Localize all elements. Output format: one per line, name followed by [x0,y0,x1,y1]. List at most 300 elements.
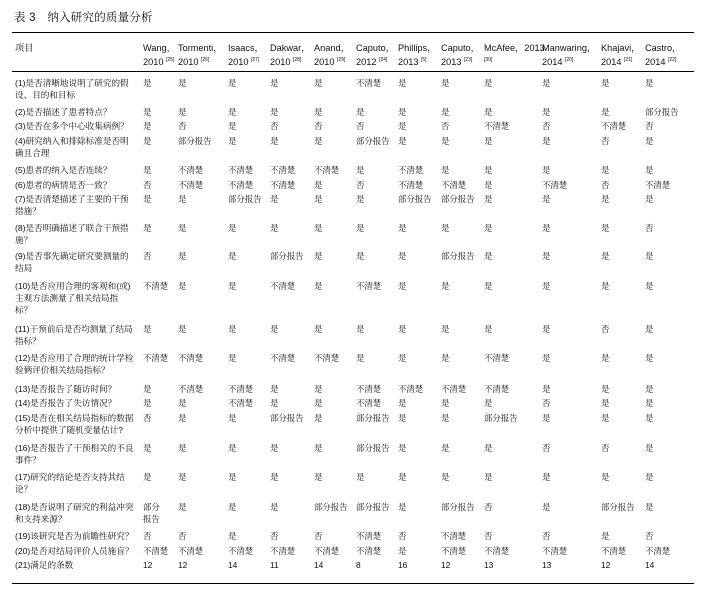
table-cell: 是 [356,353,365,363]
table-cell: 不清楚 [143,281,169,291]
table-cell: 是 [228,413,237,423]
table-row-question: (14)是否报告了失访情况？ [15,398,117,408]
table-cell: 是 [228,324,237,334]
table-cell: 不清楚 [484,546,510,556]
table-cell: 部分报告 [356,502,390,512]
study-name: Tormenti， [178,43,223,53]
table-cell: 不清楚 [645,180,671,190]
table-cell: 是 [484,107,493,117]
table-row-question: (8)是否明确描述了联合干预措施？ [15,223,129,245]
table-cell: 是 [314,443,323,453]
table-cell: 14 [645,560,655,570]
table-row-question: (7)是否清楚描述了主要的干预措施？ [15,194,129,216]
table-cell: 部分报告 [398,194,432,204]
table-cell: 是 [542,324,551,334]
table-cell: 部分报告 [441,502,475,512]
table-cell: 是 [178,502,187,512]
table-cell: 是 [270,107,279,117]
table-cell: 是 [398,546,407,556]
table-cell: 否 [645,121,654,131]
table-cell: 是 [143,324,152,334]
table-cell: 是 [542,502,551,512]
table-cell: 不清楚 [484,353,510,363]
table-cell: 是 [356,107,365,117]
table-cell: 是 [542,136,551,146]
table-cell: 是 [645,194,654,204]
table-cell: 是 [441,165,450,175]
table-cell: 否 [178,121,187,131]
table-cell: 是 [356,472,365,482]
table-cell: 是 [143,121,152,131]
study-ref: [24] [379,57,388,63]
table-cell: 不清楚 [228,165,254,175]
table-cell: 是 [484,180,493,190]
table-cell: 否 [542,443,551,453]
header-study-1 [143,42,176,68]
table-cell: 不清楚 [356,78,382,88]
table-cell: 是 [314,413,323,423]
study-name: Anand， [314,43,350,53]
table-cell: 是 [645,502,654,512]
table-cell: 不清楚 [484,384,510,394]
table-cell: 否 [143,251,152,261]
table-cell: 是 [484,443,493,453]
table-cell: 是 [484,324,493,334]
table-cell: 部分报告 [441,194,475,204]
table-cell: 是 [542,251,551,261]
table-cell: 部分报告 [270,251,304,261]
table-cell: 不清楚 [270,180,296,190]
table-cell: 不清楚 [314,165,340,175]
study-name: Castro， [645,43,682,53]
table-cell: 是 [542,223,551,233]
table-cell: 不清楚 [270,353,296,363]
table-row-question: (2)是否描述了患者特点？ [15,107,112,117]
table-cell: 是 [542,384,551,394]
table-cell: 是 [314,281,323,291]
table-bottom-rule [12,583,694,584]
header-study-8 [441,42,480,68]
table-cell: 是 [228,443,237,453]
table-cell: 是 [601,531,610,541]
table-row-question: (4)研究纳入和排除标准是否明确且合理 [15,136,129,158]
table-cell: 不清楚 [441,180,467,190]
table-cell: 是 [314,136,323,146]
table-cell: 是 [441,107,450,117]
table-cell: 是 [270,324,279,334]
table-cell: 是 [484,472,493,482]
table-cell: 否 [601,443,610,453]
table-cell: 是 [645,251,654,261]
table-cell: 否 [398,531,407,541]
table-cell: 部分报告 [601,502,635,512]
table-cell: 是 [270,223,279,233]
study-name: Wang， [143,43,176,53]
table-cell: 不清楚 [356,281,382,291]
study-year: 2010 [314,57,335,67]
table-cell: 部分报告 [143,502,160,524]
table-cell: 是 [143,165,152,175]
table-cell: 否 [270,531,279,541]
table-cell: 是 [398,472,407,482]
header-study-11 [601,42,640,68]
table-cell: 是 [178,107,187,117]
table-cell: 部分报告 [270,413,304,423]
table-cell: 是 [228,472,237,482]
table-row-question: (13)是否报告了随访时间？ [15,384,117,394]
table-cell: 不清楚 [398,384,424,394]
table-cell: 部分报告 [228,194,262,204]
table-row-question: (12)是否应用了合理的统计学检验俩评价相关结局指标？ [15,353,134,375]
table-cell: 部分报告 [314,502,348,512]
table-cell: 否 [356,180,365,190]
header-study-2 [178,42,222,68]
table-cell: 是 [228,251,237,261]
table-cell: 是 [270,78,279,88]
table-cell: 是 [542,413,551,423]
table-cell: 不清楚 [178,353,204,363]
table-cell: 14 [228,560,238,570]
table-cell: 是 [178,443,187,453]
table-cell: 是 [270,398,279,408]
table-cell: 是 [441,324,450,334]
table-cell: 不清楚 [398,180,424,190]
table-cell: 不清楚 [178,180,204,190]
study-name: Manwaring， [542,43,597,53]
table-cell: 不清楚 [441,384,467,394]
table-cell: 是 [398,502,407,512]
table-cell: 16 [398,560,408,570]
table-cell: 不清楚 [178,165,204,175]
table-cell: 是 [398,398,407,408]
table-cell: 是 [228,121,237,131]
table-cell: 不清楚 [542,180,568,190]
table-cell: 部分报告 [356,413,390,423]
table-cell: 是 [645,324,654,334]
table-cell: 是 [645,353,654,363]
table-cell: 不清楚 [314,546,340,556]
table-cell: 是 [542,107,551,117]
table-cell: 不清楚 [542,546,568,556]
study-year: 2010 [178,57,199,67]
table-cell: 不清楚 [228,398,254,408]
table-cell: 是 [441,281,450,291]
table-cell: 是 [398,136,407,146]
table-cell: 是 [601,107,610,117]
table-cell: 是 [645,398,654,408]
table-cell: 是 [645,78,654,88]
table-row-question: (6)患者的病情是否一致？ [15,180,112,190]
table-cell: 是 [484,223,493,233]
table-cell: 部分报告 [178,136,212,146]
table-cell: 是 [228,78,237,88]
table-cell: 不清楚 [356,398,382,408]
table-top-rule [12,32,694,33]
table-cell: 是 [270,472,279,482]
table-cell: 不清楚 [270,281,296,291]
table-cell: 是 [270,136,279,146]
table-cell: 不清楚 [356,384,382,394]
table-row-question: (18)是否说明了研究的利益冲突和支持来源？ [15,502,134,524]
study-ref: [26] [201,57,210,63]
table-cell: 是 [398,107,407,117]
table-cell: 12 [601,560,611,570]
table-cell: 是 [143,443,152,453]
table-cell: 12 [441,560,451,570]
table-row-question: (1)是否清晰地说明了研究的假设、目的和目标 [15,78,129,100]
table-cell: 不清楚 [601,121,627,131]
table-cell: 否 [143,531,152,541]
table-cell: 是 [441,136,450,146]
table-cell: 是 [178,223,187,233]
table-cell: 部分报告 [356,136,390,146]
study-name: Isaacs， [228,43,264,53]
table-cell: 是 [398,413,407,423]
table-cell: 不清楚 [441,531,467,541]
table-cell: 是 [601,472,610,482]
table-row-question: (3)是否在多个中心收集病例？ [15,121,129,131]
table-cell: 否 [542,398,551,408]
table-cell: 否 [645,531,654,541]
study-year: 2010 [143,57,164,67]
study-name: Dakwar， [270,43,311,53]
table-cell: 是 [314,107,323,117]
table-cell: 是 [314,223,323,233]
table-cell: 否 [484,502,493,512]
study-name: Khajavi， [601,43,641,53]
table-cell: 是 [601,398,610,408]
table-cell: 是 [441,223,450,233]
study-name: Caputo， [356,43,395,53]
table-cell: 部分报告 [441,251,475,261]
table-cell: 是 [601,223,610,233]
table-cell: 不清楚 [398,165,424,175]
table-cell: 是 [645,384,654,394]
table-cell: 是 [314,180,323,190]
header-item-label: 项目 [15,43,34,53]
table-cell: 否 [178,531,187,541]
table-cell: 不清楚 [356,546,382,556]
table-cell: 否 [441,121,450,131]
table-cell: 是 [484,398,493,408]
study-ref: [5] [421,57,427,63]
table-cell: 是 [398,353,407,363]
table-cell: 是 [143,472,152,482]
table-cell: 是 [228,136,237,146]
study-ref: [29] [337,57,346,63]
table-cell: 否 [484,531,493,541]
study-ref: [25] [166,57,175,63]
table-row-question: (19)该研究是否为前瞻性研究？ [15,531,134,541]
table-cell: 不清楚 [143,353,169,363]
table-cell: 是 [398,324,407,334]
table-cell: 是 [143,136,152,146]
table-cell: 是 [645,472,654,482]
study-year: 2012 [356,57,377,67]
table-cell: 是 [178,472,187,482]
study-year: 2014 [645,57,666,67]
table-cell: 是 [228,107,237,117]
table-cell: 是 [356,324,365,334]
table-caption: 表 3 纳入研究的质量分析 [14,12,153,24]
header-study-5 [314,42,350,68]
table-cell: 是 [542,78,551,88]
table-cell: 是 [356,251,365,261]
table-cell: 是 [484,281,493,291]
table-cell: 是 [441,398,450,408]
header-study-12 [645,42,681,68]
study-year: 2014 [542,57,563,67]
table-cell: 不清楚 [441,546,467,556]
table-cell: 是 [645,413,654,423]
table-cell: 不清楚 [228,384,254,394]
table-cell: 是 [484,194,493,204]
table-row-question: (17)研究的结论是否支持其结论？ [15,472,125,494]
table-cell: 否 [542,531,551,541]
table-cell: 是 [314,194,323,204]
study-ref: [27] [251,57,260,63]
table-cell: 否 [645,223,654,233]
study-year: 2013 [441,57,462,67]
table-cell: 是 [645,165,654,175]
table-cell: 是 [645,281,654,291]
table-row-question: (20)是否对结局评价人员施盲？ [15,546,134,556]
table-cell: 是 [441,78,450,88]
table-cell: 是 [143,384,152,394]
table-cell: 12 [178,560,188,570]
table-cell: 是 [601,413,610,423]
table-cell: 是 [228,502,237,512]
header-study-3 [228,42,264,68]
header-study-6 [356,42,395,68]
table-cell: 是 [356,194,365,204]
table-cell: 是 [484,78,493,88]
table-cell: 是 [356,165,365,175]
table-row-question: (10)是否应用合理的客观和(或)主观方法测量了相关结局指标？ [15,281,131,315]
table-cell: 是 [441,353,450,363]
study-ref: [20] [565,57,574,63]
table-cell: 是 [398,78,407,88]
table-cell: 是 [601,78,610,88]
table-cell: 是 [542,165,551,175]
table-cell: 部分报告 [645,107,679,117]
table-cell: 8 [356,560,361,570]
table-cell: 否 [314,531,323,541]
table-row-question: (11)干预前后是否均测量了结局指标？ [15,324,133,346]
study-name: McAfee，2013 [484,43,545,53]
table-cell: 不清楚 [314,353,340,363]
table-cell: 是 [143,398,152,408]
table-cell: 是 [398,121,407,131]
study-ref: [28] [293,57,302,63]
header-study-7 [398,42,436,68]
table-row-question: (21)满足的条数 [15,560,74,570]
table-cell: 是 [601,353,610,363]
study-year: 2014 [601,57,622,67]
table-cell: 是 [398,251,407,261]
table-cell: 是 [601,384,610,394]
table-cell: 不清楚 [178,384,204,394]
table-cell: 是 [356,223,365,233]
table-row-question: (16)是否报告了干预相关的不良事件？ [15,443,134,465]
table-cell: 否 [601,180,610,190]
table-cell: 是 [441,413,450,423]
table-cell: 是 [178,398,187,408]
table-cell: 不清楚 [270,165,296,175]
table-cell: 是 [178,194,187,204]
table-cell: 是 [314,78,323,88]
table-cell: 是 [270,502,279,512]
table-cell: 是 [441,472,450,482]
table-cell: 是 [270,443,279,453]
table-cell: 13 [484,560,494,570]
table-cell: 是 [601,165,610,175]
table-cell: 13 [542,560,552,570]
table-cell: 是 [398,281,407,291]
table-cell: 是 [398,223,407,233]
table-cell: 是 [601,281,610,291]
table-cell: 是 [314,384,323,394]
table-cell: 否 [542,121,551,131]
table-cell: 是 [270,384,279,394]
table-cell: 是 [178,78,187,88]
table-cell: 11 [270,560,279,570]
study-ref: [30] [484,57,493,63]
header-study-10 [542,42,596,68]
table-cell: 是 [645,443,654,453]
table-cell: 部分报告 [356,443,390,453]
table-cell: 是 [441,443,450,453]
table-cell: 是 [228,353,237,363]
table-cell: 否 [143,413,152,423]
table-cell: 不清楚 [601,546,627,556]
table-cell: 不清楚 [228,546,254,556]
table-cell: 是 [542,194,551,204]
table-row-question: (5)患者的纳入是否连续？ [15,165,112,175]
table-cell: 是 [542,281,551,291]
table-cell: 不清楚 [484,121,510,131]
table-cell: 部分报告 [484,413,518,423]
table-cell: 是 [542,353,551,363]
table-cell: 是 [398,443,407,453]
table-cell: 否 [143,180,152,190]
study-year: 2010 [228,57,249,67]
table-cell: 是 [178,251,187,261]
table-row-question: (15)是否在相关结局指标的数据分析中提供了随机变量估计? [15,413,134,435]
table-cell: 不清楚 [356,531,382,541]
table-cell: 是 [542,472,551,482]
table-cell: 是 [143,223,152,233]
table-cell: 是 [314,398,323,408]
header-study-9 [484,42,545,68]
table-cell: 否 [601,324,610,334]
table-cell: 否 [601,136,610,146]
table-cell: 是 [484,251,493,261]
table-header-rule [12,71,694,72]
study-ref: [23] [464,57,473,63]
table-cell: 否 [356,121,365,131]
table-cell: 是 [178,413,187,423]
table-cell: 12 [143,560,153,570]
table-cell: 是 [228,281,237,291]
table-row-question: (9)是否事先确定研究要测量的结局 [15,251,129,273]
study-ref: [22] [668,57,677,63]
table-cell: 不清楚 [143,546,169,556]
table-cell: 是 [314,251,323,261]
table-cell: 是 [228,223,237,233]
study-year: 2010 [270,57,291,67]
header-study-4 [270,42,310,68]
